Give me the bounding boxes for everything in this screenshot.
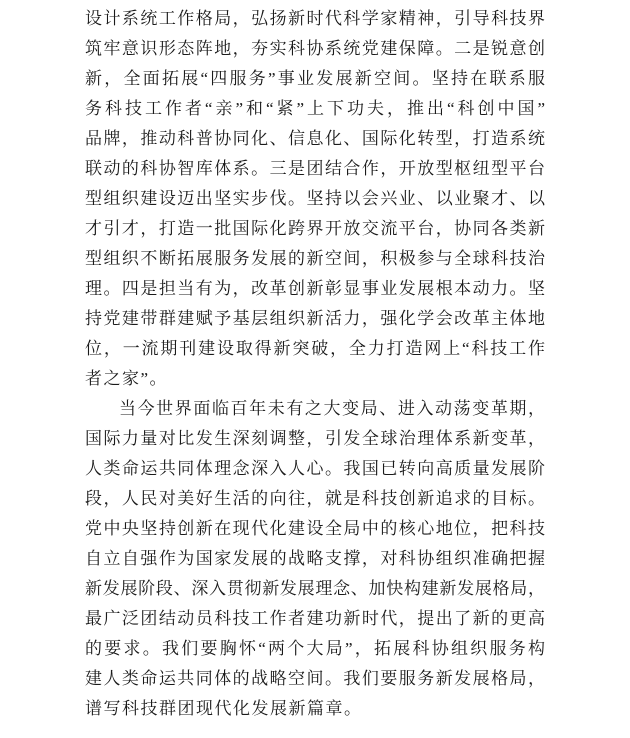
text-line: 党中央坚持创新在现代化建设全局中的核心地位，把科技 <box>85 519 545 538</box>
text-line: 筑牢意识形态阵地，夯实科协系统党建保障。二是锐意创 <box>85 39 545 58</box>
text-line: 理。四是担当有为，改革创新彰显事业发展根本动力。坚 <box>85 279 545 298</box>
text-line: 务科技工作者“亲”和“紧”上下功夫，推出“科创中国” <box>85 99 545 118</box>
text-line: 持党建带群建赋予基层组织新活力，强化学会改革主体地 <box>85 309 545 328</box>
text-line: 国际力量对比发生深刻调整，引发全球治理体系新变革， <box>85 429 545 448</box>
text-line: 新，全面拓展“四服务”事业发展新空间。坚持在联系服 <box>85 69 545 88</box>
text-line: 当今世界面临百年未有之大变局、进入动荡变革期， <box>119 399 545 418</box>
text-line: 品牌，推动科普协同化、信息化、国际化转型，打造系统 <box>85 129 545 148</box>
text-line: 谱写科技群团现代化发展新篇章。 <box>85 699 363 718</box>
text-line: 最广泛团结动员科技工作者建功新时代，提出了新的更高 <box>85 609 545 628</box>
text-line: 设计系统工作格局，弘扬新时代科学家精神，引导科技界 <box>85 9 545 28</box>
text-line: 型组织建设迈出坚实步伐。坚持以会兴业、以业聚才、以 <box>85 189 545 208</box>
text-line: 才引才，打造一批国际化跨界开放交流平台，协同各类新 <box>85 219 545 238</box>
text-line: 建人类命运共同体的战略空间。我们要服务新发展格局， <box>85 669 545 688</box>
text-line: 自立自强作为国家发展的战略支撑，对科协组织准确把握 <box>85 549 545 568</box>
text-line: 联动的科协智库体系。三是团结合作，开放型枢纽型平台 <box>85 159 545 178</box>
text-line: 位，一流期刊建设取得新突破，全力打造网上“科技工作 <box>85 339 545 358</box>
text-line: 新发展阶段、深入贯彻新发展理念、加快构建新发展格局， <box>85 579 545 598</box>
text-line: 型组织不断拓展服务发展的新空间，积极参与全球科技治 <box>85 249 545 268</box>
text-line: 的要求。我们要胸怀“两个大局”，拓展科协组织服务构 <box>85 639 545 658</box>
text-line: 段，人民对美好生活的向往，就是科技创新追求的目标。 <box>85 489 545 508</box>
document-body <box>85 4 545 724</box>
text-line: 者之家”。 <box>85 369 169 388</box>
text-line: 人类命运共同体理念深入人心。我国已转向高质量发展阶 <box>85 459 545 478</box>
